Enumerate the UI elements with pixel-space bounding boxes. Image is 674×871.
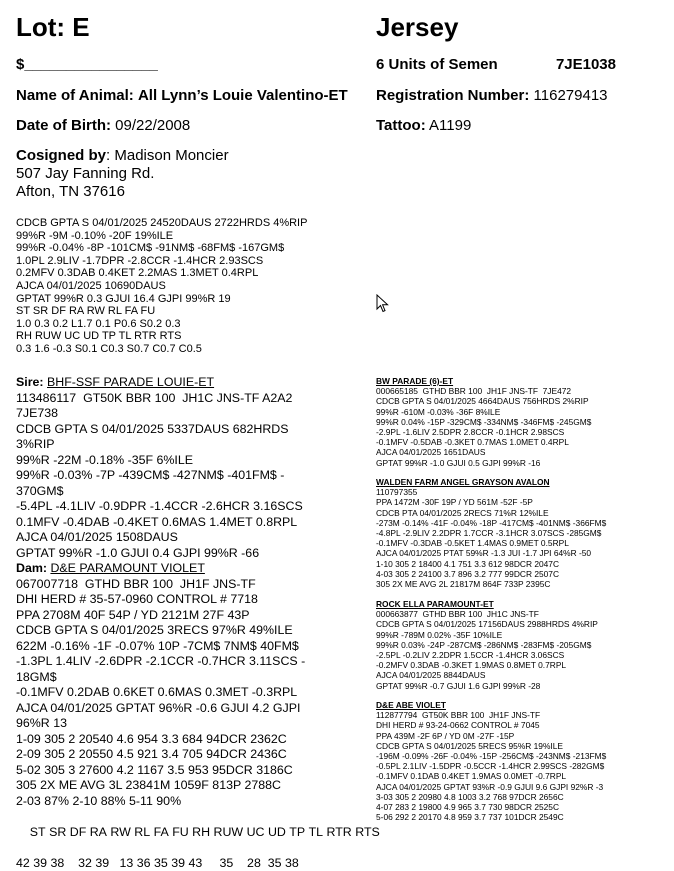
pedigree-line: DHI HERD # 93-24-0662 CONTROL # 7045 <box>376 720 668 730</box>
stats-line: 1.0 0.3 0.2 L1.7 0.1 P0.6 S0.2 0.3 <box>16 318 307 331</box>
pedigree-line: GPTAT 99%R -0.7 GJUI 1.6 GJPI 99%R -28 <box>376 681 668 691</box>
type-score: 36 <box>137 856 151 870</box>
stats-line: ST SR DF RA RW RL FA FU <box>16 305 307 318</box>
pedigree-line: 99%R -789M 0.02% -35F 10%ILE <box>376 630 668 640</box>
stats-line: 0.3 1.6 -0.3 S0.1 C0.3 S0.7 C0.7 C0.5 <box>16 343 307 356</box>
pedigree-line: 000663877 GTHD BBR 100 JH1C JNS-TF <box>376 609 668 619</box>
stats-line: 99%R -9M -0.10% -20F 19%ILE <box>16 230 307 243</box>
pedigree-line: -0.2MFV 0.3DAB -0.3KET 1.9MAS 0.8MET 0.7RPL <box>376 660 668 670</box>
type-header: RA <box>90 825 107 841</box>
pedigree-line: CDCB GPTA S 04/01/2025 5RECS 95%R 19%ILE <box>376 741 668 751</box>
breed-title: Jersey <box>376 12 458 43</box>
dam-name: D&E PARAMOUNT VIOLET <box>50 561 204 575</box>
pedigree-line: -0.1MFV -0.5DAB -0.3KET 0.7MAS 1.0MET 0.4RPL <box>376 437 668 447</box>
dam-heading <box>16 561 336 577</box>
pedigree-sire-dam <box>376 477 668 589</box>
dam-line: 305 2X ME AVG 3L 23841M 1059F 813P 2788C <box>16 778 336 794</box>
pedigree-name: WALDEN FARM ANGEL GRAYSON AVALON <box>376 477 668 487</box>
mouse-pointer-icon <box>376 294 389 318</box>
registration-label: Registration Number: <box>376 87 529 104</box>
type-header: RH <box>192 825 210 841</box>
dam-line: 067007718 GTHD BBR 100 JH1F JNS-TF <box>16 577 336 593</box>
type-header: SR <box>49 825 66 841</box>
pedigree-line: CDCB PTA 04/01/2025 2RECS 71%R 12%ILE <box>376 508 668 518</box>
type-score: 38 <box>51 856 65 870</box>
type-header: FU <box>172 825 189 841</box>
pedigree-sire-sire <box>376 376 668 468</box>
cosigner-label: Cosigned by <box>16 147 106 164</box>
pedigree-line: CDCB GPTA S 04/01/2025 17156DAUS 2988HRDS 4%RIP <box>376 619 668 629</box>
pedigree-line: 1-10 305 2 18400 4.1 751 3.3 612 98DCR 2047C <box>376 559 668 569</box>
tattoo-value: A1199 <box>429 117 471 134</box>
dam-type-scores <box>16 856 336 871</box>
dam-line: 96%R 13 <box>16 716 336 732</box>
pedigree-line: 99%R 0.04% -15P -329CM$ -334NM$ -346FM$ -245GM$ <box>376 417 668 427</box>
animal-name-row <box>16 87 348 104</box>
cosigner-name-row: Cosigned by: Madison Moncier <box>16 147 229 165</box>
lot-title: Lot: E <box>16 12 90 43</box>
pedigree-line: CDCB GPTA S 04/01/2025 4664DAUS 756HRDS 2%RIP <box>376 396 668 406</box>
pedigree-line: 4-03 305 2 24100 3.7 896 3.2 777 99DCR 2507C <box>376 569 668 579</box>
type-header: RL <box>134 825 150 841</box>
dam-line: CDCB GPTA S 04/01/2025 3RECS 97%R 49%ILE <box>16 623 336 639</box>
type-header: UD <box>268 825 286 841</box>
sire-line: 7JE738 <box>16 406 316 422</box>
dam-line: 2-09 305 2 20550 4.5 921 3.4 705 94DCR 2436C <box>16 747 336 763</box>
sire-line: 99%R -0.03% -7P -439CM$ -427NM$ -401FM$ - <box>16 468 316 484</box>
dam-line: -1.3PL 1.4LIV -2.6DPR -2.1CCR -0.7HCR 3.11SCS - <box>16 654 336 670</box>
stats-line: RH RUW UC UD TP TL RTR RTS <box>16 330 307 343</box>
type-score: 32 <box>78 856 92 870</box>
type-header: DF <box>70 825 87 841</box>
pedigree-line: 99%R -610M -0.03% -36F 8%ILE <box>376 407 668 417</box>
sire-line: 370GM$ <box>16 484 316 500</box>
type-score: 35 <box>268 856 282 870</box>
dam-line: 1-09 305 2 20540 4.6 954 3.3 684 94DCR 2362C <box>16 732 336 748</box>
pedigree-line: -2.9PL -1.6LIV 2.5DPR 2.8CCR -0.1HCR 2.98SCS <box>376 427 668 437</box>
pedigree-line: 4-07 283 2 19800 4.9 965 3.7 730 98DCR 2525C <box>376 802 668 812</box>
pedigree-line: PPA 439M -2F 6P / YD 0M -27F -15P <box>376 731 668 741</box>
sire-label: Sire: <box>16 375 44 389</box>
stats-line: 1.0PL 2.9LIV -1.7DPR -2.8CCR -1.4HCR 2.93SCS <box>16 255 307 268</box>
animal-name-value: All Lynn’s Louie Valentino-ET <box>138 87 348 104</box>
dam-line: AJCA 04/01/2025 GPTAT 96%R -0.6 GJUI 4.2 GJPI <box>16 701 336 717</box>
pedigree-name: ROCK ELLA PARAMOUNT-ET <box>376 599 668 609</box>
type-header: UC <box>247 825 265 841</box>
registration-value: 116279413 <box>534 87 608 104</box>
dam-line: PPA 2708M 40F 54P / YD 2121M 27F 43P <box>16 608 336 624</box>
pedigree-line: AJCA 04/01/2025 GPTAT 93%R -0.9 GJUI 9.6 GJPI 92%R -3 <box>376 782 668 792</box>
stats-line: 0.2MFV 0.3DAB 0.4KET 2.2MAS 1.3MET 0.4RPL <box>16 267 307 280</box>
sire-line: 99%R -22M -0.18% -35F 6%ILE <box>16 453 316 469</box>
pedigree-line: 5-06 292 2 20170 4.8 959 3.7 737 101DCR 2549C <box>376 812 668 822</box>
sire-line: 3%RIP <box>16 437 316 453</box>
dam-label: Dam: <box>16 561 47 575</box>
sire-heading <box>16 375 316 391</box>
pedigree-line: -0.5PL 2.1LIV -1.5DPR -0.5CCR -1.4HCR 2.99SCS -282GM$ <box>376 761 668 771</box>
type-header: TP <box>289 825 305 841</box>
dam-line: 622M -0.16% -1F -0.07% 10P -7CM$ 7NM$ 40FM$ <box>16 639 336 655</box>
pedigree-line: GPTAT 99%R -1.0 GJUI 0.5 GJPI 99%R -16 <box>376 458 668 468</box>
units-row <box>376 56 620 73</box>
sire-line: GPTAT 99%R -1.0 GJUI 0.4 GJPI 99%R -66 <box>16 546 316 562</box>
pedigree-line: 3-03 305 2 20980 4.8 1003 3.2 768 97DCR 2656C <box>376 792 668 802</box>
animal-stats <box>16 217 307 356</box>
pedigree-name: D&E ABE VIOLET <box>376 700 668 710</box>
dam-line: 5-02 305 3 27600 4.2 1167 3.5 953 95DCR 3186C <box>16 763 336 779</box>
dam-block <box>16 561 336 871</box>
type-score: 35 <box>219 856 233 870</box>
type-header: RTR <box>327 825 352 841</box>
pedigree-line: 305 2X ME AVG 2L 21817M 864F 733P 2395C <box>376 579 668 589</box>
type-score: 35 <box>154 856 168 870</box>
dob-label: Date of Birth: <box>16 117 111 134</box>
pedigree-dam-sire <box>376 599 668 691</box>
type-score: 39 <box>33 856 47 870</box>
type-score: 39 <box>171 856 185 870</box>
type-score: 28 <box>247 856 261 870</box>
type-header: RTS <box>355 825 380 841</box>
pedigree-line: 110797355 <box>376 487 668 497</box>
type-header: RUW <box>214 825 244 841</box>
type-score: 42 <box>16 856 30 870</box>
sire-line: -5.4PL -4.1LIV -0.9DPR -1.4CCR -2.6HCR 3.16SCS <box>16 499 316 515</box>
type-header: TL <box>309 825 323 841</box>
type-score: 13 <box>119 856 133 870</box>
type-header: RW <box>110 825 130 841</box>
dob-value: 09/22/2008 <box>115 117 190 134</box>
pedigree-line: -273M -0.14% -41F -0.04% -18P -417CM$ -401NM$ -366FM$ <box>376 518 668 528</box>
pedigree-line: -0.1MFV -0.3DAB -0.5KET 1.4MAS 0.9MET 0.5RPL <box>376 538 668 548</box>
semen-code: 7JE1038 <box>556 56 616 73</box>
type-header: ST <box>30 825 46 841</box>
cosigner-address-line2: Afton, TN 37616 <box>16 183 229 201</box>
type-score: 43 <box>188 856 202 870</box>
pedigree-line: -0.1MFV 0.1DAB 0.4KET 1.9MAS 0.0MET -0.7RPL <box>376 771 668 781</box>
stats-line: 99%R -0.04% -8P -101CM$ -91NM$ -68FM$ -167GM$ <box>16 242 307 255</box>
dam-line: -0.1MFV 0.2DAB 0.6KET 0.6MAS 0.3MET -0.3RPL <box>16 685 336 701</box>
registration-row <box>376 87 608 104</box>
stats-line: GPTAT 99%R 0.3 GJUI 16.4 GJPI 99%R 19 <box>16 293 307 306</box>
pedigree-line: -196M -0.09% -26F -0.04% -15P -256CM$ -243NM$ -213FM$ <box>376 751 668 761</box>
pedigree-line: PPA 1472M -30F 19P / YD 561M -52F -5P <box>376 497 668 507</box>
cosigner-block <box>16 147 229 201</box>
animal-name-label: Name of Animal: <box>16 87 134 104</box>
sire-line: AJCA 04/01/2025 1508DAUS <box>16 530 316 546</box>
pedigree-line: 112877794 GT50K BBR 100 JH1F JNS-TF <box>376 710 668 720</box>
cosigner-name: Madison Moncier <box>114 147 228 164</box>
dam-type-headers <box>16 809 336 856</box>
pedigree-line: AJCA 04/01/2025 8844DAUS <box>376 670 668 680</box>
pedigree-line: -4.8PL -2.9LIV 2.2DPR 1.7CCR -3.1HCR 3.07SCS -285GM$ <box>376 528 668 538</box>
type-score: 39 <box>95 856 109 870</box>
dam-line: 2-03 87% 2-10 88% 5-11 90% <box>16 794 336 810</box>
dam-line: DHI HERD # 35-57-0960 CONTROL # 7718 <box>16 592 336 608</box>
pedigree-line: AJCA 04/01/2025 PTAT 59%R -1.3 JUI -1.7 JPI 64%R -50 <box>376 548 668 558</box>
sire-line: 113486117 GT50K BBR 100 JH1C JNS-TF A2A2 <box>16 391 316 407</box>
tattoo-label: Tattoo: <box>376 117 426 134</box>
price-line: $________________ <box>16 56 158 73</box>
cosigner-address-line1: 507 Jay Fanning Rd. <box>16 165 229 183</box>
dob-row <box>16 117 190 134</box>
sire-line: 0.1MFV -0.4DAB -0.4KET 0.6MAS 1.4MET 0.8RPL <box>16 515 316 531</box>
type-header: FA <box>154 825 169 841</box>
type-score: 38 <box>285 856 299 870</box>
pedigree-line: 99%R 0.03% -24P -287CM$ -286NM$ -283FM$ -205GM$ <box>376 640 668 650</box>
pedigree-line: -2.5PL -0.2LIV 2.2DPR 1.5CCR -1.4HCR 3.06SCS <box>376 650 668 660</box>
sire-name: BHF-SSF PARADE LOUIE-ET <box>47 375 214 389</box>
stats-line: CDCB GPTA S 04/01/2025 24520DAUS 2722HRDS 4%RIP <box>16 217 307 230</box>
pedigree-name: BW PARADE (6)-ET <box>376 376 668 386</box>
sire-line: CDCB GPTA S 04/01/2025 5337DAUS 682HRDS <box>16 422 316 438</box>
pedigree-dam-dam <box>376 700 668 822</box>
pedigree-line: 000665185 GTHD BBR 100 JH1F JNS-TF 7JE472 <box>376 386 668 396</box>
tattoo-row <box>376 117 471 134</box>
dam-line: 18GM$ <box>16 670 336 686</box>
pedigree-line: AJCA 04/01/2025 1651DAUS <box>376 447 668 457</box>
units-text: 6 Units of Semen <box>376 56 498 73</box>
sire-block <box>16 375 316 561</box>
stats-line: AJCA 04/01/2025 10690DAUS <box>16 280 307 293</box>
